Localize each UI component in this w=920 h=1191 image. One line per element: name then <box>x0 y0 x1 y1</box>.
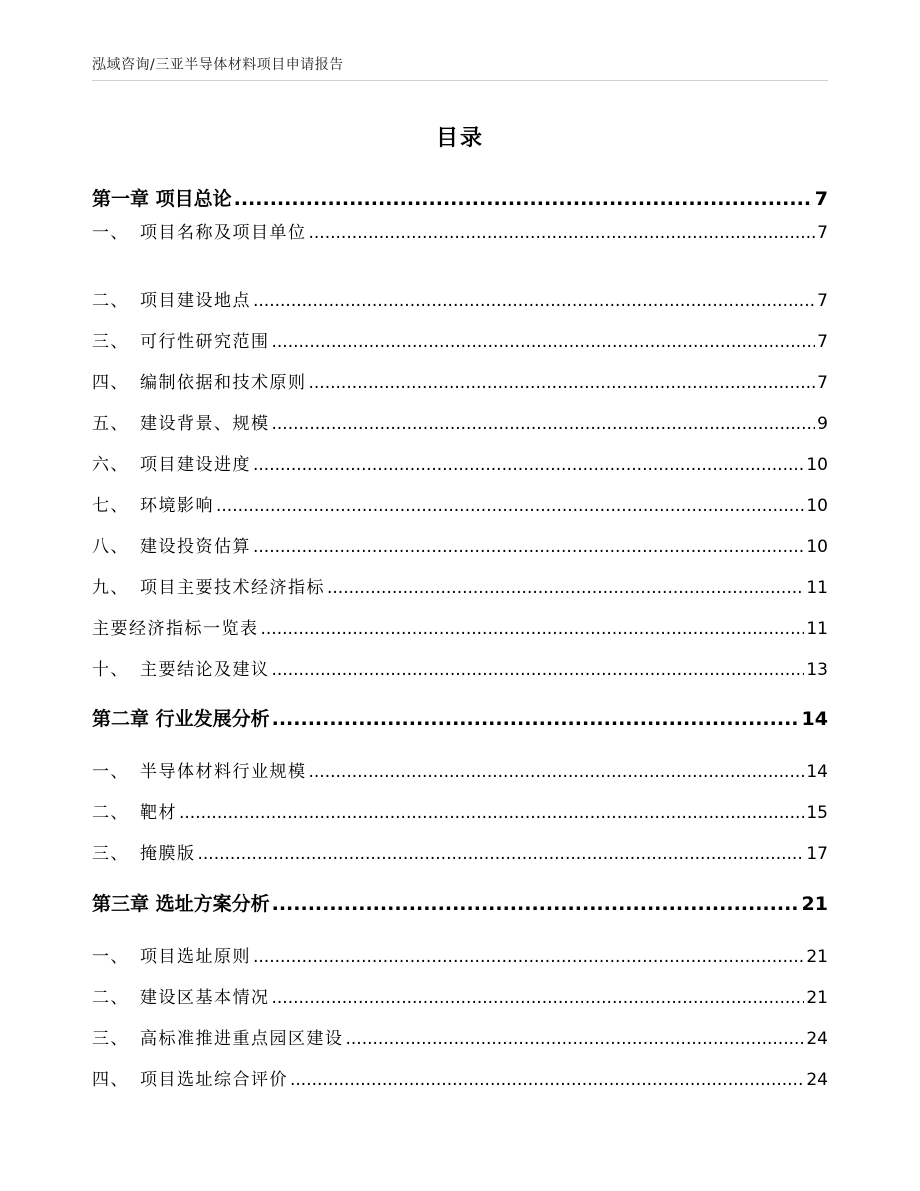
toc-section[interactable] <box>92 327 828 352</box>
toc-section[interactable] <box>92 409 828 434</box>
toc-page-number: 7 <box>817 373 828 393</box>
toc-leader-dots <box>179 803 804 823</box>
toc-leader-dots <box>272 893 800 915</box>
toc-leader-dots <box>272 332 816 352</box>
toc-entry-label: 主要结论及建议 <box>140 660 270 680</box>
toc-page-number: 7 <box>817 332 828 352</box>
toc-page-number: 24 <box>806 1029 828 1049</box>
toc-section-number: 四、 <box>92 1070 129 1090</box>
toc-leader-dots <box>309 373 816 393</box>
toc-entry-label: 第一章 项目总论 <box>92 188 232 210</box>
table-of-contents <box>92 0 828 1191</box>
page-title: 目录 <box>435 126 484 151</box>
toc-leader-dots <box>290 1070 804 1090</box>
toc-page-number: 21 <box>806 947 828 967</box>
toc-leader-dots <box>198 844 805 864</box>
toc-section[interactable] <box>92 655 828 680</box>
toc-page-number: 7 <box>817 291 828 311</box>
toc-leader-dots <box>272 708 800 730</box>
toc-section-number: 七、 <box>92 496 129 516</box>
toc-section-number: 二、 <box>92 803 129 823</box>
toc-entry-label: 环境影响 <box>140 496 214 516</box>
toc-section-number: 三、 <box>92 332 129 352</box>
toc-leader-dots <box>327 578 804 598</box>
toc-section-number: 一、 <box>92 762 129 782</box>
toc-page-number: 17 <box>806 844 828 864</box>
toc-entry-label: 建设背景、规模 <box>140 414 270 434</box>
toc-section-number: 九、 <box>92 578 129 598</box>
toc-leader-dots <box>309 762 805 782</box>
toc-page-number: 15 <box>806 803 828 823</box>
toc-leader-dots <box>272 660 805 680</box>
toc-page-number: 21 <box>806 988 828 1008</box>
toc-entry-label: 靶材 <box>140 803 177 823</box>
toc-leader-dots <box>234 188 813 210</box>
toc-leader-dots <box>253 537 804 557</box>
toc-leader-dots <box>216 496 804 516</box>
toc-section-number: 一、 <box>92 223 129 243</box>
toc-section-number: 四、 <box>92 373 129 393</box>
toc-page-number: 10 <box>806 537 828 557</box>
toc-entry-label: 可行性研究范围 <box>140 332 270 352</box>
toc-section[interactable] <box>92 839 828 864</box>
toc-entry-label: 掩膜版 <box>140 844 196 864</box>
running-header: 泓域咨询/三亚半导体材料项目申请报告 <box>92 57 344 73</box>
toc-section[interactable] <box>92 286 828 311</box>
toc-section[interactable] <box>92 491 828 516</box>
toc-entry-label: 半导体材料行业规模 <box>140 762 307 782</box>
toc-page-number: 7 <box>814 188 828 210</box>
toc-section-number: 八、 <box>92 537 129 557</box>
toc-entry-label: 项目名称及项目单位 <box>140 223 307 243</box>
toc-leader-dots <box>272 988 805 1008</box>
toc-leader-dots <box>346 1029 805 1049</box>
toc-leader-dots <box>261 619 805 639</box>
toc-section[interactable] <box>92 450 828 475</box>
toc-leader-dots <box>253 291 815 311</box>
toc-chapter-3[interactable] <box>92 889 828 916</box>
toc-leader-dots <box>253 455 804 475</box>
toc-page-number: 11 <box>806 578 828 598</box>
toc-page-number: 9 <box>817 414 828 434</box>
toc-entry-label: 项目选址原则 <box>140 947 251 967</box>
toc-page-number: 13 <box>806 660 828 680</box>
toc-entry-label: 项目选址综合评价 <box>140 1070 288 1090</box>
toc-section[interactable] <box>92 798 828 823</box>
toc-page-number: 14 <box>801 708 828 730</box>
toc-entry-label: 第二章 行业发展分析 <box>92 708 270 730</box>
toc-page-number: 21 <box>801 893 828 915</box>
toc-page-number: 14 <box>806 762 828 782</box>
toc-section-number: 二、 <box>92 291 129 311</box>
toc-entry-label: 主要经济指标一览表 <box>92 619 259 639</box>
toc-section-number: 十、 <box>92 660 129 680</box>
toc-page-number: 10 <box>806 455 828 475</box>
toc-page-number: 24 <box>806 1070 828 1090</box>
toc-section[interactable] <box>92 983 828 1008</box>
toc-section[interactable] <box>92 757 828 782</box>
toc-section-number: 五、 <box>92 414 129 434</box>
toc-section[interactable] <box>92 368 828 393</box>
toc-section-number: 三、 <box>92 1029 129 1049</box>
toc-section-number: 二、 <box>92 988 129 1008</box>
toc-entry-label: 项目主要技术经济指标 <box>140 578 325 598</box>
toc-section[interactable] <box>92 573 828 598</box>
toc-entry-label: 项目建设进度 <box>140 455 251 475</box>
toc-chapter-2[interactable] <box>92 704 828 731</box>
toc-section[interactable] <box>92 942 828 967</box>
toc-page-number: 10 <box>806 496 828 516</box>
toc-section[interactable] <box>92 532 828 557</box>
toc-leader-dots <box>272 414 816 434</box>
toc-entry-label: 建设投资估算 <box>140 537 251 557</box>
toc-entry-label: 高标准推进重点园区建设 <box>140 1029 344 1049</box>
toc-entry-label: 建设区基本情况 <box>140 988 270 1008</box>
toc-section-number: 六、 <box>92 455 129 475</box>
toc-page-number: 7 <box>817 223 828 243</box>
toc-section[interactable] <box>92 1024 828 1049</box>
toc-section[interactable] <box>92 218 828 243</box>
toc-leader-dots <box>253 947 804 967</box>
toc-section-number: 一、 <box>92 947 129 967</box>
toc-entry-label: 编制依据和技术原则 <box>140 373 307 393</box>
toc-section-number: 三、 <box>92 844 129 864</box>
toc-page-number: 11 <box>806 619 828 639</box>
toc-section[interactable] <box>92 614 828 639</box>
toc-entry-label: 项目建设地点 <box>140 291 251 311</box>
toc-section[interactable] <box>92 1065 828 1090</box>
toc-chapter-1[interactable] <box>92 184 828 211</box>
toc-leader-dots <box>309 223 816 243</box>
toc-entry-label: 第三章 选址方案分析 <box>92 893 270 915</box>
